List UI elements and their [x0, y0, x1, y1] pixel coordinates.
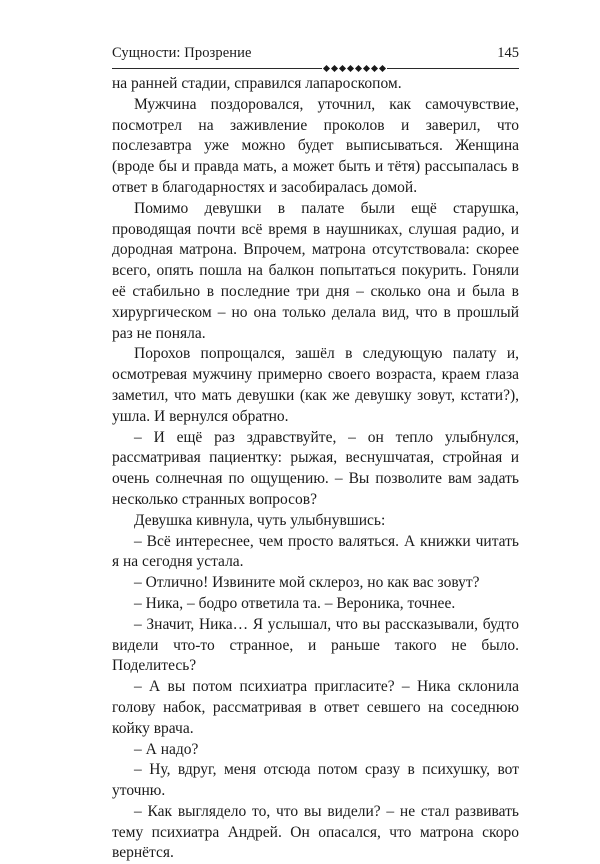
body-text — [112, 74, 519, 864]
page-number: 145 — [497, 45, 519, 61]
paragraph: Порохов попрощался, зашёл в следующую палату и, осмотревая мужчину примерно своего возраста, краем глаза заметил, что мать девушки (как же девушку зовут, кстати?), ушла. И вернулся обратно. — [112, 345, 519, 425]
dialogue-line: – А надо? — [134, 740, 199, 758]
header-rule — [112, 68, 519, 69]
dialogue-line: – А вы потом психиатра пригласите? – Ника склонила голову набок, рассматривая в ответ севшего на соседнюю койку врача. — [112, 678, 519, 737]
page-header — [112, 45, 519, 67]
dialogue-line: – Значит, Ника… Я услышал, что вы рассказывали, будто видели что-то странное, и раньше такого не было. Поделитесь? — [112, 615, 519, 675]
header-ornament — [112, 66, 519, 72]
diamond-ornament-icon — [322, 65, 387, 71]
paragraph: Помимо девушки в палате были ещё старушка, проводящая почти всё время в наушниках, слушая радио, и дородная матрона. Впрочем, матрона отсутствовала: скорее всего, опять пошла на балкон попытаться покурить. Гоняли её стабильно в последние три дня – сколько она и была в хирургическом – но она только делала вид, что в прошлый раз не поняла. — [112, 199, 519, 342]
paragraph: Девушка кивнула, чуть улыбнувшись: — [134, 511, 386, 529]
paragraph: Мужчина поздоровался, уточнил, как самочувствие, посмотрел на заживление проколов и заверил, что послезавтра уже можно будет выписываться. Женщина (вроде бы и правда мать, а может быть и тётя) рассыпалась в ответ в благодарностях и засобиралась домой. — [112, 95, 519, 196]
dialogue-line: – Ну, вдруг, меня отсюда потом сразу в психушку, вот уточню. — [112, 761, 519, 800]
dialogue-line: – Как выглядело то, что вы видели? – не стал развивать тему психиатра Андрей. Он опасался, что матрона скоро вернётся. — [112, 802, 519, 862]
paragraph-continuation: на ранней стадии, справился лапароскопом. — [112, 75, 402, 92]
dialogue-line: – Отлично! Извините мой склероз, но как вас зовут? — [134, 574, 480, 592]
dialogue-line: – Всё интереснее, чем просто валяться. А книжки читать я на сегодня устала. — [112, 532, 519, 571]
running-title: Сущности: Прозрение — [112, 45, 252, 61]
dialogue-line: – Ника, – бодро ответила та. – Вероника, точнее. — [134, 594, 456, 612]
dialogue-line: – И ещё раз здравствуйте, – он тепло улыбнулся, рассматривая пациентку: рыжая, веснушчатая, стройная и очень солнечная по ощущению. – Вы позволите вам задать несколько странных вопросов? — [112, 428, 519, 508]
